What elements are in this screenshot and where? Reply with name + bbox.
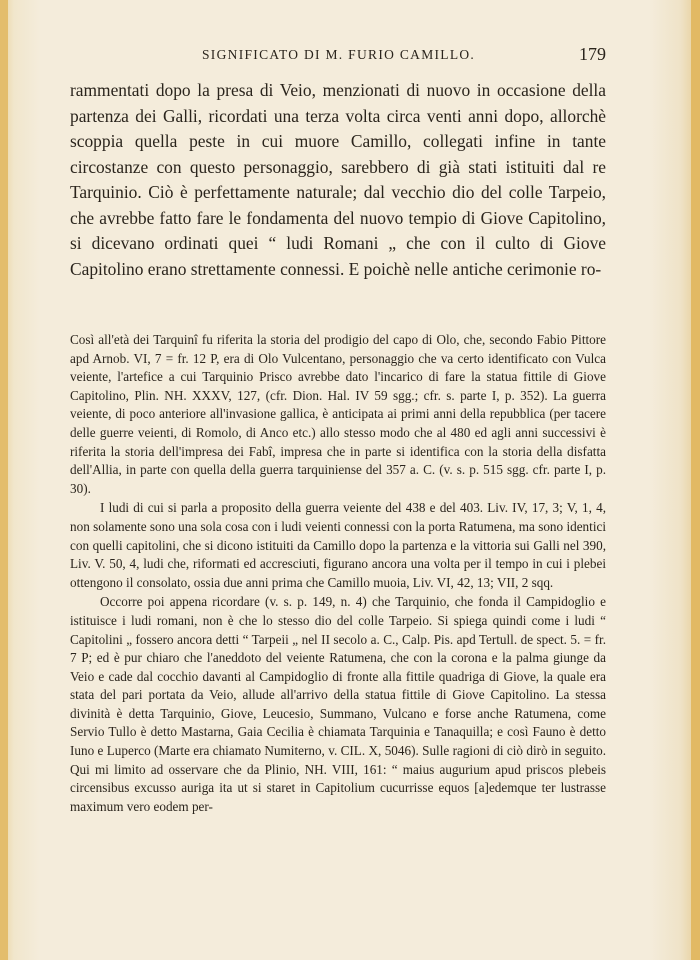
main-paragraph: rammentati dopo la presa di Veio, menzionati di nuovo in occasione della partenza dei Galli, ricordati una terza volta circa venti anni dopo, allorchè scoppia quella peste in cui muore Camillo, collegati infine in tante circostanze con questo personaggio, sarebbero di già stati istituiti dal re Tarquinio. Ciò è perfettamente naturale; dal vecchio dio del colle Tarpeio, che avrebbe fatto fare le fondamenta del nuovo tempio di Giove Capitolino, si dicevano ordinati quei “ ludi Romani „ che con il culto di Giove Capitolino erano strettamente connessi. E poichè nelle antiche cerimonie ro- xyxy=(70,80,606,279)
page-header xyxy=(70,44,606,66)
footnotes xyxy=(70,331,606,817)
page-edge-right xyxy=(691,0,700,960)
page-edge-left xyxy=(0,0,8,960)
footnote-paragraph-2: I ludi di cui si parla a proposito della guerra veiente del 438 e del 403. Liv. IV, 17, 3; V, 1, 4, non solamente sono una sola cosa con i ludi veienti connessi con la porta Ratumena, ma sono identici con quelli capitolini, che si dicono istituiti da Camillo dopo la partenza e la vittoria sui Galli nel 390, Liv. V. 50, 4, ludi che, riformati ed accresciuti, figurano ancora una volta per il tempo in cui i plebei ottengono il consolato, ossia due anni prima che Camillo muoia, Liv. VI, 42, 13; VII, 2 sqq. xyxy=(70,500,606,590)
page-number: 179 xyxy=(579,44,606,64)
running-head: SIGNIFICATO DI M. FURIO CAMILLO. xyxy=(202,47,476,62)
main-text xyxy=(70,78,606,282)
footnote-paragraph-1: Così all'età dei Tarquinî fu riferita la storia del prodigio del capo di Olo, che, secondo Fabio Pittore apd Arnob. VI, 7 = fr. 12 P, era di Olo Vulcentano, personaggio che va certo identificato con Vulca veiente, l'artefice a cui Tarquinio Prisco avrebbe dato l'incarico di fare la statua fittile di Giove Capitolino, Plin. NH. XXXV, 127, (cfr. Dion. Hal. IV 59 sgg.; cfr. s. parte I, p. 352). La guerra veiente, di poco anteriore all'invasione gallica, è anticipata ai primi anni della repubblica (per tacere delle guerre veienti, di Romolo, di Anco etc.) allo stesso modo che al 480 ed agli anni successivi è riferita la storia dell'impresa dei Fabî, impresa che in parte si identifica con la storia della disfatta dell'Allia, in parte con quella della guerra tarquiniense del 357 a. C. (v. s. p. 515 sgg. cfr. parte I, p. 30). xyxy=(70,332,606,496)
footnote-paragraph-3: Occorre poi appena ricordare (v. s. p. 149, n. 4) che Tarquinio, che fonda il Campidoglio e istituisce i ludi romani, non è che lo stesso dio del colle Tarpeio. Si spiega quindi come i ludi “ Capitolini „ fossero ancora detti “ Tarpeii „ nel II secolo a. C., Calp. Pis. apd Tertull. de spect. 5. = fr. 7 P; ed è pur chiaro che l'aneddoto del veiente Ratumena, che con la corona e la palma giunge da Veio e cade dal cocchio davanti al Campidoglio di fronte alla fittile quadriga di Giove, la quale era stata del pari portata da Veio, allude all'arrivo della statua fittile di Giove Capitolino. La stessa divinità è detta Tarquinio, Giove, Leucesio, Summano, Vulcano e forse anche Ratumena, come Servio Tullo è detto Mastarna, Gaia Cecilia è chiamata Tarquinia e Tanaquilla; e così Fauno è detto Iuno e Luperco (Marte era chiamato Numiterno, v. CIL. X, 5046). Sulle ragioni di ciò dirò in seguito. Qui mi limito ad osservare che da Plinio, NH. VIII, 161: “ maius augurium apud priscos plebeis circensibus excusso auriga ita ut si staret in Capitolium cucurrisse equos [a]edemque ter lustrasse maximum vero eodem per- xyxy=(70,594,606,814)
